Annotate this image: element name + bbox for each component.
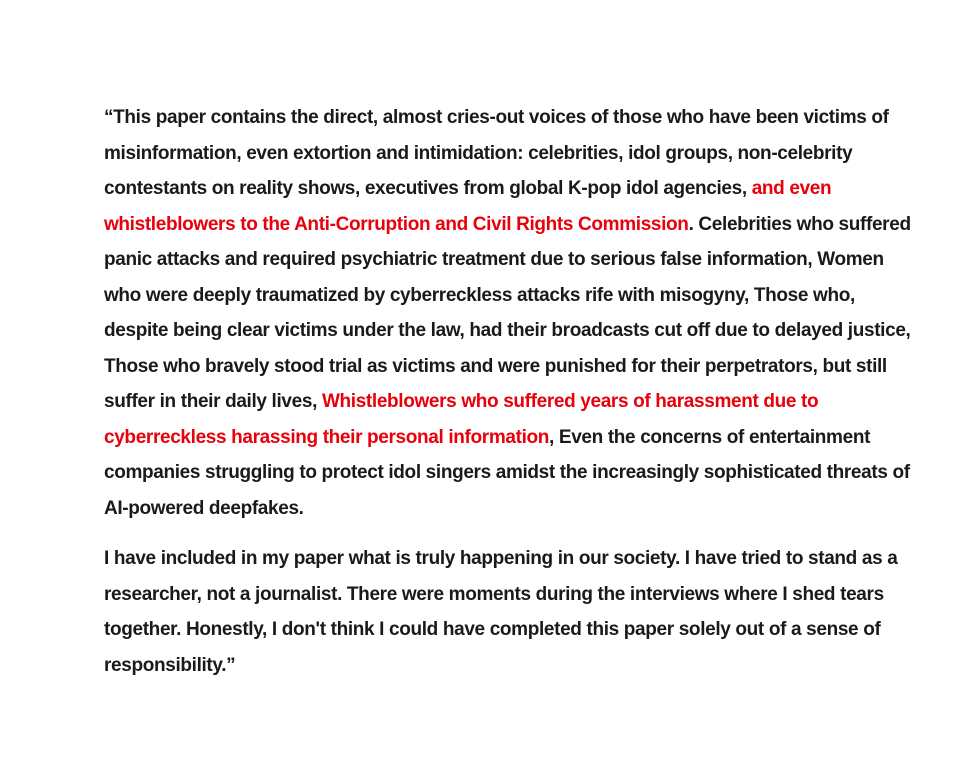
body-text: I have included in my paper what is truly happening in our society. I have tried to stand as a xyxy=(104,548,898,569)
body-text: panic attacks and required psychiatric treatment due to serious false information, Women xyxy=(104,249,884,270)
body-text: companies struggling to protect idol singers amidst the increasingly sophisticated threats of xyxy=(104,462,910,483)
body-text: “This paper contains the direct, almost cries-out voices of those who have been victims of xyxy=(104,107,889,128)
quote-paragraph-1 xyxy=(104,100,911,526)
text-line xyxy=(104,612,894,648)
text-line xyxy=(104,455,910,491)
body-text: contestants on reality shows, executives from global K-pop idol agencies, xyxy=(104,178,752,199)
body-text: Those who bravely stood trial as victims and were punished for their perpetrators, but still xyxy=(104,355,887,377)
text-line xyxy=(104,100,894,136)
highlighted-text: and even xyxy=(751,178,832,199)
text-line xyxy=(104,420,894,456)
highlighted-text: cyberreckless harassing their personal information xyxy=(104,426,550,448)
body-text: responsibility.” xyxy=(104,654,236,676)
text-line xyxy=(104,207,911,243)
quote-paragraph-2 xyxy=(104,541,898,683)
text-line xyxy=(104,349,894,385)
body-text: , Even the concerns of entertainment xyxy=(549,426,871,448)
text-line xyxy=(104,242,894,278)
text-line xyxy=(104,136,894,172)
text-line xyxy=(104,278,894,314)
body-text: misinformation, even extortion and intimidation: celebrities, idol groups, non-celebrity xyxy=(104,142,853,164)
body-text: despite being clear victims under the law, had their broadcasts cut off due to delayed justice, xyxy=(104,320,911,341)
text-line xyxy=(104,648,894,684)
text-line xyxy=(104,491,894,527)
text-line xyxy=(104,171,894,207)
highlighted-text: whistleblowers to the Anti-Corruption and Civil Rights Commission xyxy=(104,213,689,235)
text-line xyxy=(104,313,911,349)
highlighted-text: Whistleblowers who suffered years of harassment due to xyxy=(321,391,819,412)
body-text: suffer in their daily lives, xyxy=(104,391,322,412)
quote-block xyxy=(104,100,911,683)
text-line xyxy=(104,577,894,613)
text-line xyxy=(104,541,898,577)
body-text: together. Honestly, I don't think I could have completed this paper solely out of a sense of xyxy=(104,619,881,640)
body-text: AI-powered deepfakes. xyxy=(104,497,304,519)
body-text: who were deeply traumatized by cyberreckless attacks rife with misogyny, Those who, xyxy=(104,284,855,306)
body-text: . Celebrities who suffered xyxy=(688,213,911,235)
body-text: researcher, not a journalist. There were moments during the interviews where I shed tears xyxy=(104,583,884,605)
text-line xyxy=(104,384,894,420)
